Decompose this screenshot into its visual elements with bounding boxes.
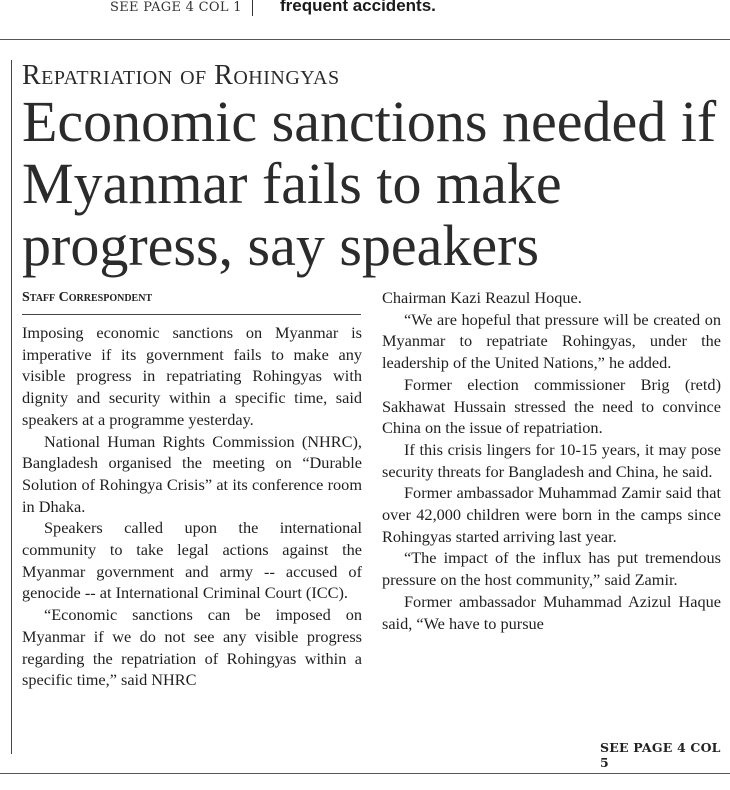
article-column-1 — [22, 322, 362, 691]
top-divider — [0, 39, 730, 40]
paragraph: Former election commissioner Brig (retd) Sakhawat Hussain stressed the need to convince China on the issue of repatriation. — [382, 374, 721, 438]
paragraph: Speakers called upon the international community to take legal actions against the Myanmar government and army -- accused of genocide -- at International Criminal Court (ICC). — [22, 518, 362, 603]
paragraph: If this crisis lingers for 10-15 years, it may pose security threats for Bangladesh and China, he said. — [382, 439, 721, 481]
paragraph: National Human Rights Commission (NHRC), Bangladesh organised the meeting on “Durable Solution of Rohingya Crisis” at its conference room in Dhaka. — [22, 431, 362, 516]
paragraph: “We are hopeful that pressure will be created on Myanmar to repatriate Rohingyas, under the leadership of the United Nations,” he added. — [382, 309, 721, 373]
paragraph: Former ambassador Muhammad Azizul Haque said, “We have to pursue — [382, 591, 721, 633]
paragraph: Imposing economic sanctions on Myanmar is imperative if its government fails to make any visible progress in repatriating Rohingyas with dignity and security within a specific time, said speakers at a programme yesterday. — [22, 323, 362, 429]
paragraph: Former ambassador Muhammad Zamir said that over 42,000 children were born in the camps since Rohingyas started arriving last year. — [382, 483, 721, 546]
paragraph: Chairman Kazi Reazul Hoque. — [382, 288, 582, 307]
paragraph: “Economic sanctions can be imposed on Myanmar if we do not see any visible progress regarding the repatriation of Rohingyas within a specific time,” said NHRC — [22, 605, 362, 690]
byline-underline — [22, 314, 361, 315]
article-column-2 — [382, 287, 721, 634]
left-column-rule — [11, 60, 12, 754]
see-page-jump: SEE PAGE 4 COL 5 — [600, 740, 721, 770]
kicker: Repatriation of Rohingyas — [22, 60, 340, 91]
bottom-divider — [0, 773, 730, 774]
byline: Staff Correspondent — [22, 290, 153, 305]
column-separator — [252, 0, 253, 16]
headline: Economic sanctions needed if Myanmar fails to make progress, say speakers — [22, 89, 717, 278]
previous-headline-fragment: frequent accidents. — [280, 0, 436, 15]
paragraph: “The impact of the influx has put tremendous pressure on the host community,” said Zamir. — [382, 548, 721, 590]
see-page-jump-top: SEE PAGE 4 COL 1 — [110, 0, 242, 15]
previous-article-strip — [0, 0, 730, 40]
